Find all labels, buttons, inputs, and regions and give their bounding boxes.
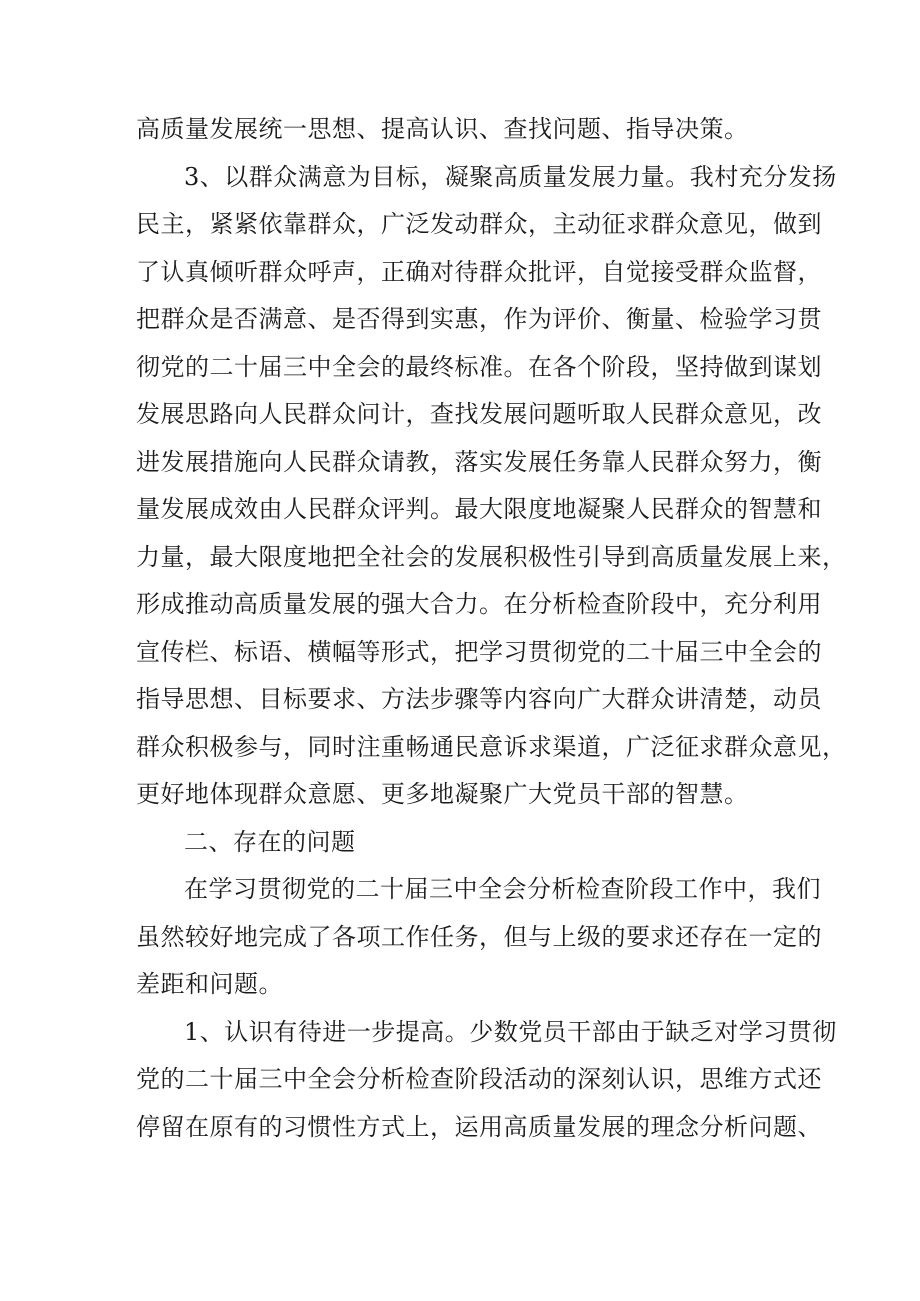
- paragraph-3-line-2: 虽然较好地完成了各项工作任务，但与上级的要求还存在一定的: [136, 922, 822, 951]
- paragraph-2-line-11: 宣传栏、标语、横幅等形式，把学习贯彻党的二十届三中全会的: [136, 637, 822, 666]
- paragraph-2-line-8: 量发展成效由人民群众评判。最大限度地凝聚人民群众的智慧和: [136, 495, 822, 523]
- paragraph-2-line-12: 指导思想、目标要求、方法步骤等内容向广大群众讲清楚，动员: [136, 685, 822, 713]
- paragraph-2-line-3: 了认真倾听群众呼声，正确对待群众批评，自觉接受群众监督，: [136, 257, 822, 286]
- paragraph-2-line-5: 彻党的二十届三中全会的最终标准。在各个阶段，坚持做到谋划: [136, 352, 822, 381]
- paragraph-2-line-7: 进发展措施向人民群众请教，落实发展任务靠人民群众努力，衡: [136, 447, 822, 476]
- paragraph-3-line-3: 差距和问题。: [136, 970, 283, 998]
- paragraph-2-line-10: 形成推动高质量发展的强大合力。在分析检查阶段中，充分利用: [136, 590, 822, 618]
- paragraph-1-line-1: 高质量发展统一思想、提高认识、查找问题、指导决策。: [136, 115, 749, 143]
- paragraph-4-line-3: 停留在原有的习惯性方式上，运用高质量发展的理念分析问题、: [136, 1112, 822, 1141]
- paragraph-3-line-1: 在学习贯彻党的二十届三中全会分析检查阶段工作中，我们: [184, 875, 821, 903]
- paragraph-2-line-6: 发展思路向人民群众问计，查找发展问题听取人民群众意见，改: [136, 400, 822, 428]
- paragraph-2-line-14: 更好地体现群众意愿、更多地凝聚广大党员干部的智慧。: [136, 780, 749, 808]
- paragraph-4-line-2: 党的二十届三中全会分析检查阶段活动的深刻认识，思维方式还: [136, 1065, 822, 1093]
- paragraph-4-line-1: 1、认识有待进一步提高。少数党员干部由于缺乏对学习贯彻: [184, 1017, 837, 1046]
- paragraph-2-line-2: 民主，紧紧依靠群众，广泛发动群众，主动征求群众意见，做到: [136, 210, 822, 238]
- paragraph-2-line-4: 把群众是否满意、是否得到实惠，作为评价、衡量、检验学习贯: [136, 305, 822, 333]
- paragraph-2-line-13: 群众积极参与，同时注重畅通民意诉求渠道，广泛征求群众意见，: [136, 732, 847, 761]
- document-body: [136, 106, 847, 1151]
- section-heading: 二、存在的问题: [184, 827, 356, 856]
- paragraph-2-line-1: 3、以群众满意为目标，凝聚高质量发展力量。我村充分发扬: [184, 162, 837, 191]
- paragraph-2-line-9: 力量，最大限度地把全社会的发展积极性引导到高质量发展上来，: [136, 542, 847, 571]
